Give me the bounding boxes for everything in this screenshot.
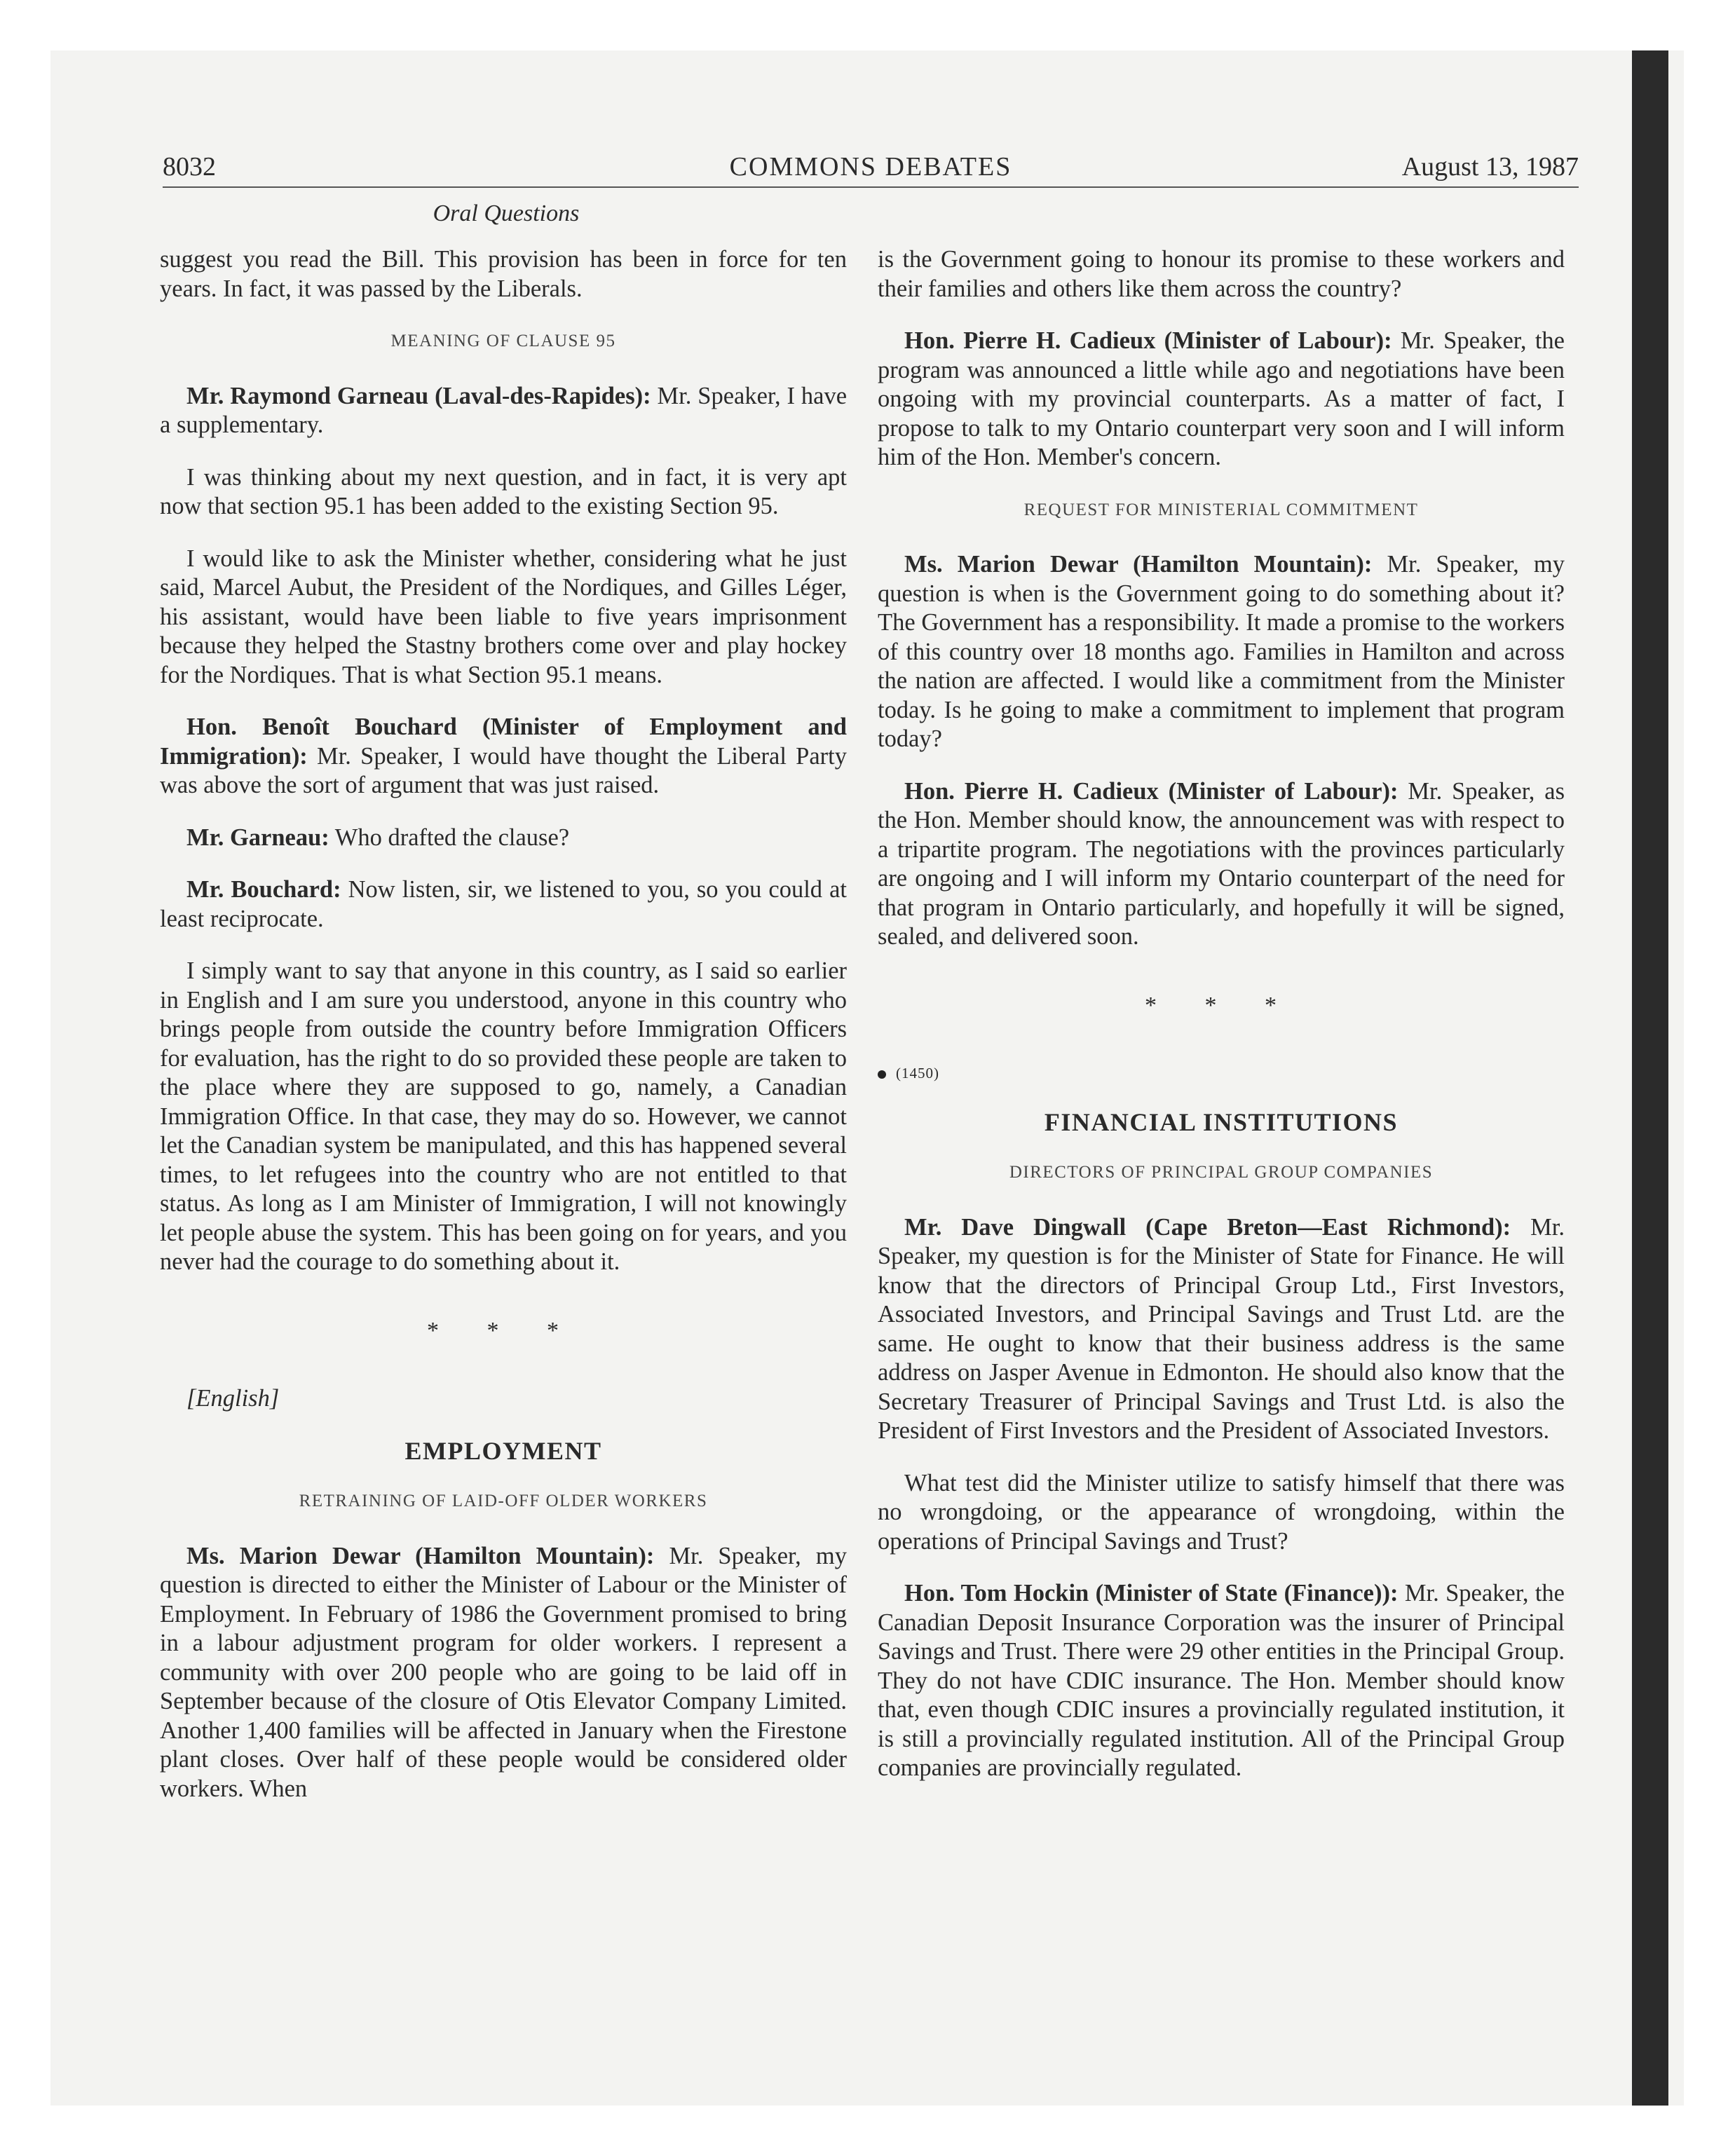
bullet-icon — [878, 1070, 886, 1079]
paragraph: I was thinking about my next question, and in fact, it is very apt now that section 95.1 has been added to the existing Section 95. — [160, 463, 847, 519]
paragraph: Mr. Dave Dingwall (Cape Breton—East Richmond): Mr. Speaker, my question is for the Minister of State for Finance. He will know that the directors of Principal Group Ltd., First Investors, Associated Investors, and Principal Savings and Trust Ltd. are the same. He ought to know that their business address is the same address on Jasper Avenue in Edmonton. He should also know that the Secretary Treasurer of Principal Savings and Trust Ltd. is also the President of First Investors and the President of Associated Investors. — [878, 1213, 1565, 1444]
paragraph: Hon. Pierre H. Cadieux (Minister of Labour): Mr. Speaker, the program was announced a little while ago and negotiations have been ongoing with my provincial counterparts. As a matter of fact, I propose to talk to my Ontario counterpart very soon and I will inform him of the Hon. Member's concern. — [878, 327, 1565, 470]
scan-edge-shadow — [1632, 50, 1668, 2106]
speaker-name: Hon. Benoît Bouchard (Minister of Employment and Immigration): — [160, 714, 847, 770]
subheading: RETRAINING OF LAID-OFF OLDER WORKERS — [299, 1492, 708, 1510]
section-heading: FINANCIAL INSTITUTIONS — [1044, 1107, 1399, 1136]
speaker-name: Hon. Pierre H. Cadieux (Minister of Labour): — [904, 327, 1392, 354]
paragraph: What test did the Minister utilize to satisfy himself that there was no wrongdoing, or the appearance of wrongdoing, within the operations of Principal Savings and Trust? — [878, 1469, 1565, 1555]
page-header — [163, 151, 1579, 188]
speaker-name: Hon. Pierre H. Cadieux (Minister of Labour): — [904, 777, 1399, 805]
subheading: DIRECTORS OF PRINCIPAL GROUP COMPANIES — [1009, 1163, 1434, 1182]
paragraph: Hon. Pierre H. Cadieux (Minister of Labour): Mr. Speaker, as the Hon. Member should know, the announcement was with respect to a tripartite program. The negotiations with the provinces particularly are ongoing and I will inform my Ontario counterpart of the need for that program in Ontario particularly, and hopefully it will be signed, sealed, and delivered soon. — [878, 777, 1565, 950]
speaker-name: Hon. Tom Hockin (Minister of State (Finance)): — [904, 1580, 1399, 1606]
paragraph: I simply want to say that anyone in this country, as I said so earlier in English and I am sure you understood, anyone in this country who brings people from outside the country before Immigration Officers for evaluation, has the right to do so provided these people are taken to the place where they are supposed to go, namely, a Canadian Immigration Office. In that case, they may do so. However, we cannot let the Canadian system be manipulated, and this has happened several times, to let refugees into the country who are not entitled to that status. As long as I am Minister of Immigration, I will not knowingly let people abuse the system. This has been going on for years, and you never had the courage to do something about it. — [160, 957, 847, 1275]
left-column — [160, 245, 847, 1827]
section-label: Oral Questions — [433, 200, 580, 226]
paragraph: Mr. Bouchard: Now listen, sir, we listened to you, so you could at least reciprocate. — [160, 876, 847, 932]
publication-title: COMMONS DEBATES — [729, 152, 1012, 182]
subheading: MEANING OF CLAUSE 95 — [390, 332, 616, 350]
subheading: REQUEST FOR MINISTERIAL COMMITMENT — [1023, 500, 1419, 519]
paragraph: suggest you read the Bill. This provision has been in force for ten years. In fact, it was passed by the Liberals. — [160, 246, 847, 302]
page-number: 8032 — [163, 152, 216, 182]
speaker-name: Mr. Dave Dingwall (Cape Breton—East Richmond): — [904, 1213, 1511, 1241]
paragraph: Hon. Benoît Bouchard (Minister of Employment and Immigration): Mr. Speaker, I would have thought the Liberal Party was above the sort of argument that was just raised. — [160, 714, 847, 798]
section-separator: * * * — [1145, 992, 1298, 1018]
speaker-name: Mr. Bouchard: — [186, 876, 341, 903]
paragraph: Hon. Tom Hockin (Minister of State (Finance)): Mr. Speaker, the Canadian Deposit Insurance Corporation was the insurer of Principal Savings and Trust. There were 29 other entities in the Principal Group. They do not have CDIC insurance. The Hon. Member should know that, even though CDIC insures a provincially regulated institution, it is still a provincially regulated institution. All of the Principal Group companies are provincially regulated. — [878, 1580, 1565, 1781]
timestamp: (1450) — [896, 1065, 939, 1082]
paragraph: Ms. Marion Dewar (Hamilton Mountain): Mr. Speaker, my question is directed to either the Minister of Labour or the Minister of Employment. In February of 1986 the Government promised to bring in a labour adjustment program for older workers. I represent a community with over 200 people who are going to be laid off in September because of the closure of Otis Elevator Company Limited. Another 1,400 families will be affected in January when the Firestone plant closes. Over half of these people would be considered older workers. When — [160, 1542, 847, 1802]
speaker-name: Ms. Marion Dewar (Hamilton Mountain): — [186, 1542, 655, 1569]
paragraph: Ms. Marion Dewar (Hamilton Mountain): Mr. Speaker, my question is when is the Government going to do something about it? The Government has a responsibility. It made a promise to the workers of this country over 18 months ago. Families in Hamilton and across the nation are affected. I would like a commitment from the Minister today. Is he going to make a commitment to implement that program today? — [878, 551, 1565, 752]
right-column — [878, 245, 1565, 1806]
paragraph: I would like to ask the Minister whether, considering what he just said, Marcel Aubut, the President of the Nordiques, and Gilles Léger, his assistant, would have been liable to five years imprisonment because they helped the Stastny brothers come over and play hockey for the Nordiques. That is what Section 95.1 means. — [160, 545, 847, 688]
paragraph: Mr. Garneau: Who drafted the clause? — [186, 824, 570, 851]
speaker-name: Ms. Marion Dewar (Hamilton Mountain): — [904, 551, 1373, 578]
speaker-name: Mr. Garneau: — [186, 824, 329, 851]
section-separator: * * * — [427, 1317, 580, 1344]
language-marker: [English] — [186, 1385, 280, 1412]
speaker-name: Mr. Raymond Garneau (Laval-des-Rapides): — [186, 382, 651, 409]
section-heading: EMPLOYMENT — [404, 1436, 602, 1465]
paragraph: is the Government going to honour its promise to these workers and their families and others like them across the country? — [878, 246, 1565, 302]
page-date: August 13, 1987 — [1401, 152, 1579, 182]
paragraph: Mr. Raymond Garneau (Laval-des-Rapides): Mr. Speaker, I have a supplementary. — [160, 382, 848, 438]
timestamp-marker — [878, 1059, 1565, 1089]
